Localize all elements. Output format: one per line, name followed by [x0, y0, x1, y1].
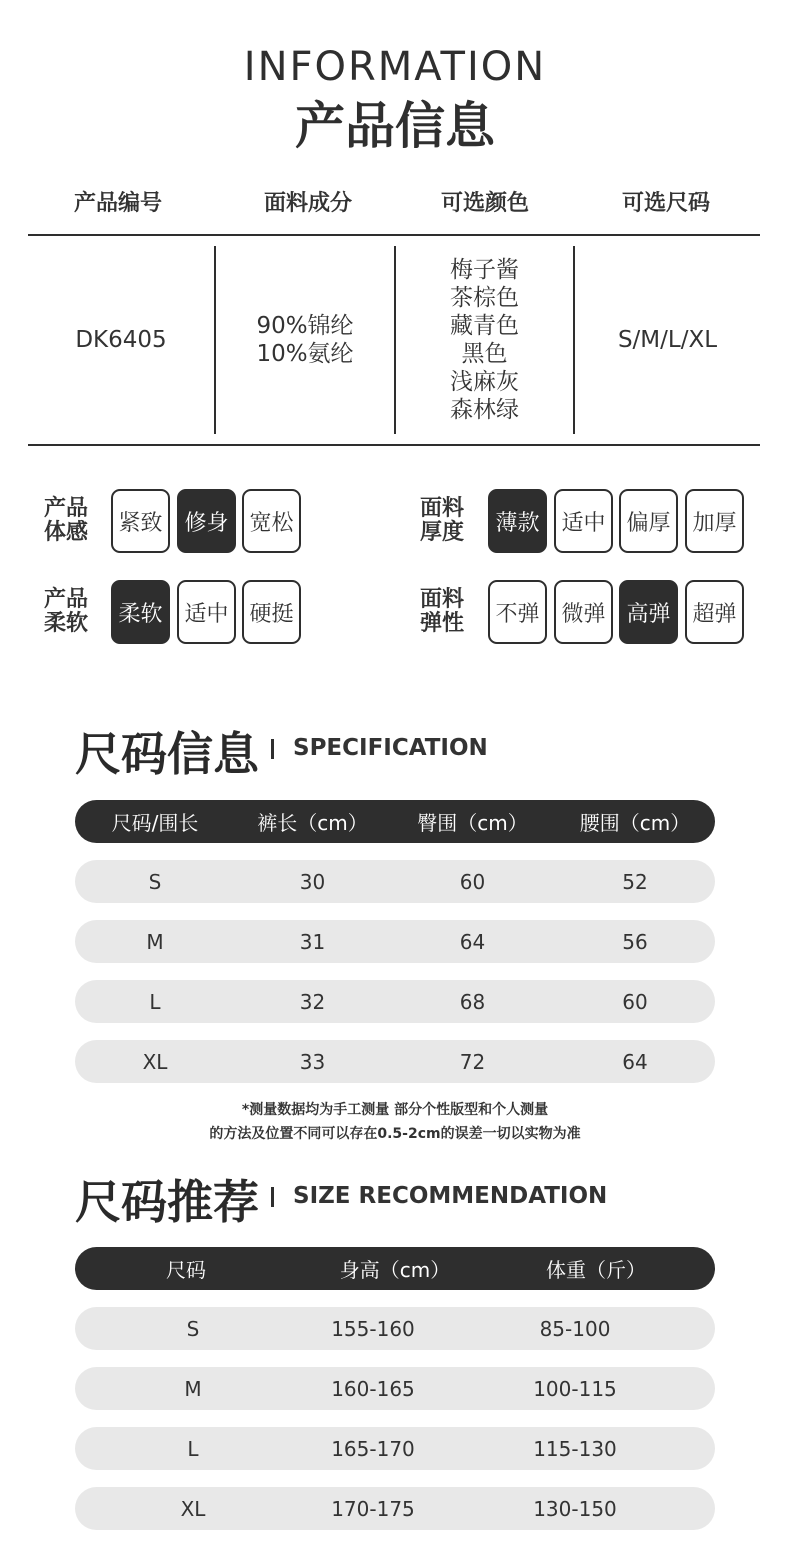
title-en: INFORMATION: [243, 44, 547, 90]
chip-elasticity-none: 不弹: [488, 580, 547, 644]
spec-header-cell: 腰围（cm）: [579, 811, 691, 835]
table-cell: 30: [299, 869, 326, 894]
color-option: 黑色: [461, 341, 508, 367]
chip-fit-slim-selected: 修身: [177, 489, 236, 553]
fabric-line: 90%锦纶: [256, 313, 354, 339]
chip-fit-loose: 宽松: [242, 489, 301, 553]
spec-header-row: [75, 800, 715, 843]
table-top-rule: [28, 234, 760, 236]
chip-thickness-thick: 偏厚: [619, 489, 678, 553]
table-row: [75, 980, 715, 1023]
spec-title-en: SPECIFICATION: [293, 735, 488, 761]
table-cell: 32: [299, 989, 326, 1014]
spec-title-cn: 尺码信息: [75, 727, 259, 781]
attr-label-thickness: 面料 厚度: [420, 496, 465, 545]
table-cell: 60: [622, 989, 648, 1014]
table-cell: 155-160: [331, 1316, 415, 1341]
table-cell: S: [148, 869, 162, 894]
chip-elasticity-slight: 微弹: [554, 580, 613, 644]
chip-fit-tight: 紧致: [111, 489, 170, 553]
recommend-title-divider: [271, 1187, 274, 1207]
table-row: [75, 1487, 715, 1530]
color-option: 茶棕色: [450, 285, 519, 311]
chip-softness-medium: 适中: [177, 580, 236, 644]
table-cell: L: [149, 989, 161, 1014]
table-cell: 72: [459, 1049, 486, 1074]
table-cell: 31: [299, 929, 326, 954]
table-row: [75, 1040, 715, 1083]
product-code: [28, 246, 214, 434]
attr-label-softness: 产品 柔软: [44, 587, 89, 636]
table-row: [75, 920, 715, 963]
col-head-code: 产品编号: [73, 191, 162, 216]
table-cell: 64: [622, 1049, 648, 1074]
chip-thickness-extra-thick: 加厚: [685, 489, 744, 553]
col-head-fabric: 面料成分: [263, 191, 352, 216]
table-cell: 33: [299, 1049, 326, 1074]
table-row: [75, 1307, 715, 1350]
spec-title-divider: [271, 739, 274, 759]
table-cell: XL: [142, 1049, 168, 1074]
recommend-header-cell: 体重（斤）: [546, 1258, 646, 1282]
chip-elasticity-high-selected: 高弹: [619, 580, 678, 644]
sizes-value: S/M/L/XL: [617, 327, 718, 353]
col-head-sizes: 可选尺码: [621, 191, 710, 216]
color-option: 森林绿: [450, 397, 519, 423]
table-cell: M: [146, 929, 164, 954]
spec-header-cell: 臀围（cm）: [417, 811, 528, 835]
fabric-cell: [216, 246, 394, 434]
table-cell: XL: [180, 1496, 206, 1521]
table-cell: 68: [459, 989, 486, 1014]
table-cell: 130-150: [533, 1496, 617, 1521]
colors-cell: [396, 246, 573, 434]
attr-label-fit: 产品 体感: [44, 496, 89, 545]
sizes-cell: [575, 246, 760, 434]
attr-label-elasticity: 面料 弹性: [420, 587, 465, 636]
table-row: [75, 860, 715, 903]
col-head-colors: 可选颜色: [440, 191, 529, 216]
table-cell: 52: [622, 869, 648, 894]
chip-elasticity-super: 超弹: [685, 580, 744, 644]
color-option: 藏青色: [450, 313, 519, 339]
chip-softness-stiff: 硬挺: [242, 580, 301, 644]
measurement-note-line2: 的方法及位置不同可以存在0.5-2cm的误差一切以实物为准: [209, 1126, 581, 1142]
table-cell: 100-115: [533, 1376, 617, 1401]
chip-thickness-medium: 适中: [554, 489, 613, 553]
table-cell: 115-130: [533, 1436, 617, 1461]
measurement-note-line1: *测量数据均为手工测量 部分个性版型和个人测量: [241, 1102, 549, 1118]
recommend-title-cn: 尺码推荐: [75, 1175, 259, 1229]
table-row: [75, 1367, 715, 1410]
table-row: [75, 1427, 715, 1470]
recommend-header-row: [75, 1247, 715, 1290]
table-cell: S: [186, 1316, 200, 1341]
chip-thickness-thin-selected: 薄款: [488, 489, 547, 553]
recommend-header-cell: 尺码: [166, 1258, 206, 1282]
table-cell: 170-175: [331, 1496, 415, 1521]
spec-header-cell: 尺码/围长: [111, 811, 199, 835]
recommend-title-en: SIZE RECOMMENDATION: [293, 1183, 608, 1209]
color-option: 梅子酱: [450, 257, 519, 283]
table-cell: 64: [459, 929, 486, 954]
table-cell: M: [184, 1376, 202, 1401]
table-cell: 160-165: [331, 1376, 415, 1401]
table-cell: 85-100: [539, 1316, 611, 1341]
chip-softness-soft-selected: 柔软: [111, 580, 170, 644]
spec-header-cell: 裤长（cm）: [257, 811, 368, 835]
recommend-header-cell: 身高（cm）: [339, 1258, 451, 1282]
table-cell: 60: [459, 869, 486, 894]
product-code-value: DK6405: [75, 327, 167, 353]
table-cell: L: [187, 1436, 199, 1461]
fabric-line: 10%氨纶: [256, 341, 354, 367]
table-cell: 165-170: [331, 1436, 415, 1461]
table-cell: 56: [622, 929, 648, 954]
title-cn: 产品信息: [295, 97, 495, 155]
table-bottom-rule: [28, 444, 760, 446]
color-option: 浅麻灰: [450, 369, 519, 395]
